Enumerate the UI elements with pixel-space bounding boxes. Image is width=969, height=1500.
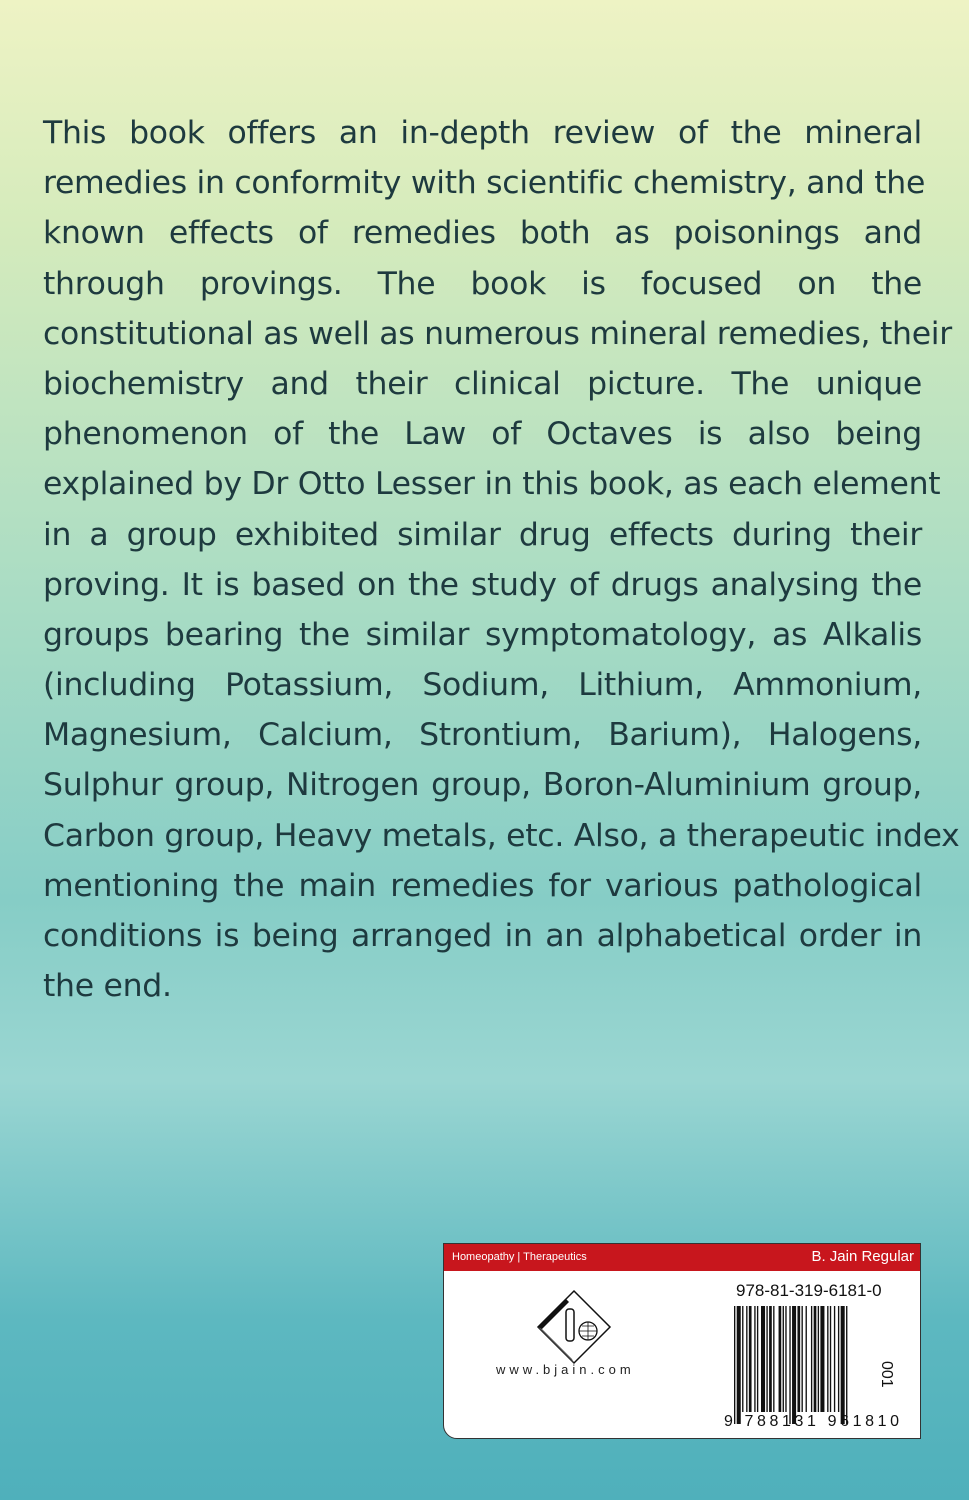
barcode-bar xyxy=(814,1306,817,1412)
barcode-bar xyxy=(838,1306,839,1412)
category-label: Homeopathy | Therapeutics xyxy=(452,1251,587,1263)
barcode-bar xyxy=(785,1306,786,1412)
barcode-bar xyxy=(746,1306,747,1412)
blurb-line: mentioning the main remedies for various pathological xyxy=(43,867,922,904)
barcode-bar xyxy=(754,1306,755,1412)
imprint-header xyxy=(444,1244,920,1271)
barcode-bar xyxy=(797,1306,800,1412)
blurb-line: This book offers an in-depth review of the mineral xyxy=(43,115,922,151)
barcode-bar xyxy=(734,1306,735,1424)
barcode-bar xyxy=(827,1306,828,1412)
barcode-icon xyxy=(734,1306,894,1424)
blurb-line: groups bearing the similar symptomatology, as Alkalis xyxy=(43,616,922,653)
blurb-line: through provings. The book is focused on the xyxy=(43,265,922,302)
back-cover-blurb xyxy=(43,108,960,1011)
blurb-line: Magnesium, Calcium, Strontium, Barium), Halogens, xyxy=(43,717,922,754)
barcode-bar xyxy=(806,1306,807,1412)
barcode-digits: 9 788131 961810 xyxy=(724,1413,903,1430)
blurb-line: Sulphur group, Nitrogen group, Boron-Aluminium group, xyxy=(43,767,922,804)
barcode-bar xyxy=(834,1306,835,1412)
barcode-bar xyxy=(783,1306,784,1412)
barcode-bar xyxy=(761,1306,765,1412)
barcode-bar xyxy=(802,1306,803,1412)
barcode-bar xyxy=(818,1306,819,1412)
barcode-bar xyxy=(769,1306,772,1412)
barcode-bar xyxy=(841,1306,845,1424)
barcode-bar xyxy=(830,1306,831,1412)
blurb-line: Carbon group, Heavy metals, etc. Also, a therapeutic index xyxy=(43,817,960,854)
barcode-bar xyxy=(846,1306,847,1424)
blurb-line: proving. It is based on the study of drugs analysing the xyxy=(43,566,922,603)
barcode-bar xyxy=(779,1306,782,1412)
blurb-line: constitutional as well as numerous mineral remedies, their xyxy=(43,315,952,352)
imprint-box xyxy=(443,1243,921,1439)
barcode-bar xyxy=(766,1306,767,1412)
blurb-line: explained by Dr Otto Lesser in this book, as each element xyxy=(43,466,941,503)
barcode-bar xyxy=(792,1306,796,1424)
barcode-bar xyxy=(742,1306,743,1412)
barcode-bar xyxy=(749,1306,752,1412)
publisher-logo-icon xyxy=(536,1289,612,1365)
blurb-line: known effects of remedies both as poisonings and xyxy=(43,215,922,252)
blurb-line: in a group exhibited similar drug effects during their xyxy=(43,516,922,553)
barcode-bar xyxy=(757,1306,758,1412)
blurb-line: conditions is being arranged in an alphabetical order in xyxy=(43,918,922,954)
barcode-bar xyxy=(737,1306,741,1424)
blurb-line: (including Potassium, Sodium, Lithium, Ammonium, xyxy=(43,667,922,704)
blurb-line: the end. xyxy=(43,968,172,1005)
website-link: www.bjain.com xyxy=(496,1362,635,1377)
series-label: B. Jain Regular xyxy=(811,1248,914,1265)
blurb-line: remedies in conformity with scientific chemistry, and the xyxy=(43,165,926,202)
barcode-bar xyxy=(811,1306,812,1412)
barcode-bar xyxy=(773,1306,774,1412)
barcode-bar xyxy=(820,1306,824,1412)
barcode-bar xyxy=(789,1306,790,1424)
barcode-addon: 001 xyxy=(878,1361,895,1388)
blurb-line: biochemistry and their clinical picture. The unique xyxy=(43,365,922,402)
blurb-line: phenomenon of the Law of Octaves is also being xyxy=(43,416,922,453)
isbn-text: 978-81-319-6181-0 xyxy=(736,1281,882,1300)
